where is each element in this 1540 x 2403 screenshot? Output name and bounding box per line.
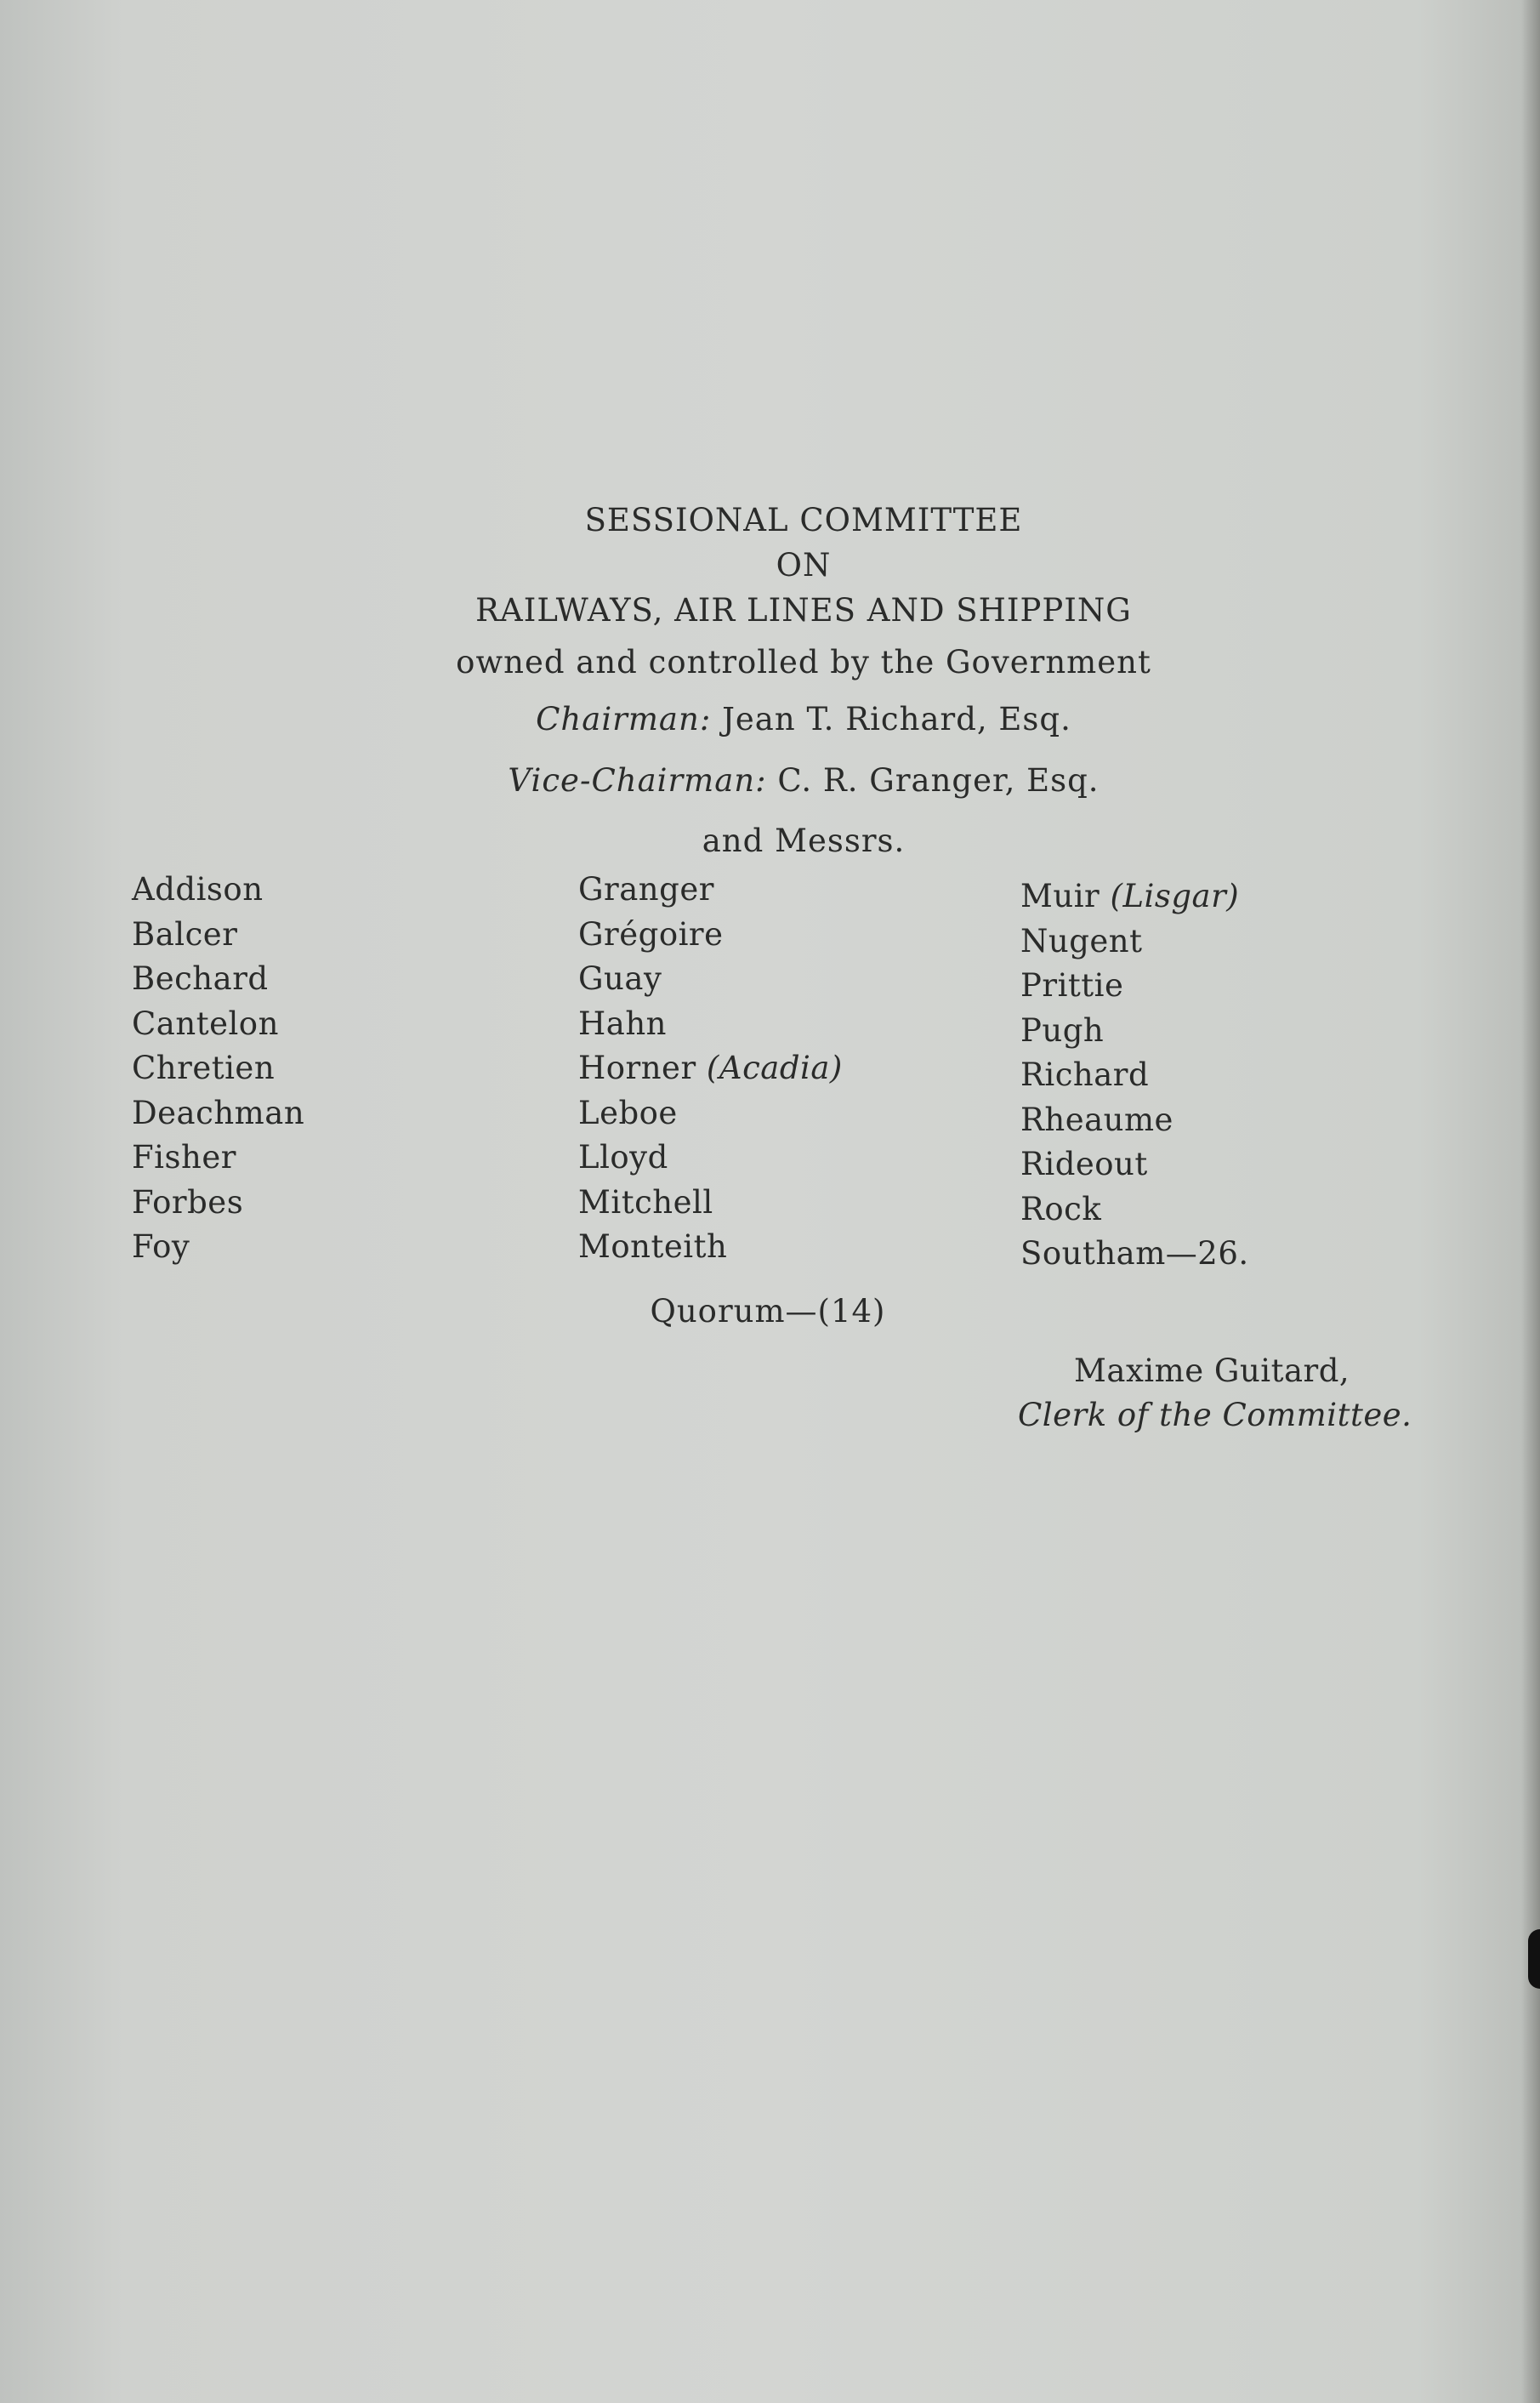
members-column-1 bbox=[132, 868, 304, 1270]
member-name: Chretien bbox=[132, 1050, 276, 1086]
members-column-3 bbox=[1020, 874, 1249, 1277]
member-name-with-riding bbox=[1020, 874, 1249, 920]
vice-chairman-line bbox=[0, 762, 1540, 799]
members-column-2 bbox=[578, 868, 843, 1270]
member-name: Balcer bbox=[132, 915, 238, 953]
and-messrs: and Messrs. bbox=[702, 823, 906, 859]
member-name: Foy bbox=[132, 1228, 190, 1265]
member-name: Deachman bbox=[132, 1094, 305, 1131]
member-name: Horner bbox=[578, 1050, 696, 1086]
riding-label: (Acadia) bbox=[706, 1050, 843, 1086]
heading-line-2: ON bbox=[776, 547, 832, 584]
chairman-label: Chairman: bbox=[536, 701, 712, 737]
member-name: Guay bbox=[578, 960, 662, 997]
chairman-name: Jean T. Richard, Esq. bbox=[722, 701, 1071, 737]
member-name: Leboe bbox=[578, 1094, 678, 1131]
page-edge-shadow bbox=[1521, 0, 1540, 2403]
member-name: Prittie bbox=[1020, 967, 1124, 1004]
member-name: Cantelon bbox=[132, 1005, 279, 1042]
riding-label: (Lisgar) bbox=[1110, 878, 1240, 914]
member-name: Muir bbox=[1020, 878, 1100, 914]
member-name: Rheaume bbox=[1020, 1101, 1173, 1138]
member-name: Forbes bbox=[132, 1183, 244, 1221]
member-name: Pugh bbox=[1020, 1011, 1105, 1049]
member-name: Mitchell bbox=[578, 1183, 713, 1221]
clerk-title: Clerk of the Committee. bbox=[1018, 1397, 1412, 1433]
member-name: Lloyd bbox=[578, 1139, 668, 1176]
member-name: Grégoire bbox=[578, 915, 724, 953]
vice-chairman-name: C. R. Granger, Esq. bbox=[777, 762, 1100, 799]
member-name: Hahn bbox=[578, 1005, 667, 1042]
member-name: Richard bbox=[1020, 1056, 1150, 1093]
member-name-with-riding bbox=[578, 1046, 843, 1091]
vice-chairman-label: Vice-Chairman: bbox=[508, 762, 767, 799]
quorum: Quorum—(14) bbox=[650, 1293, 886, 1330]
clerk-name: Maxime Guitard, bbox=[1074, 1352, 1350, 1389]
member-name: Bechard bbox=[132, 960, 269, 997]
member-name: Fisher bbox=[132, 1139, 236, 1176]
chairman-line bbox=[0, 701, 1540, 737]
binding-hole bbox=[1528, 1929, 1540, 1989]
member-name: Addison bbox=[132, 871, 264, 908]
member-name: Rock bbox=[1020, 1190, 1102, 1227]
member-name: Southam—26. bbox=[1020, 1235, 1249, 1272]
heading-line-4: owned and controlled by the Government bbox=[456, 644, 1151, 680]
member-name: Nugent bbox=[1020, 922, 1143, 959]
member-name: Rideout bbox=[1020, 1146, 1148, 1182]
member-name: Monteith bbox=[578, 1228, 728, 1265]
heading-line-1: SESSIONAL COMMITTEE bbox=[584, 502, 1023, 538]
heading-line-3: RAILWAYS, AIR LINES AND SHIPPING bbox=[475, 592, 1132, 629]
member-name: Granger bbox=[578, 871, 714, 908]
